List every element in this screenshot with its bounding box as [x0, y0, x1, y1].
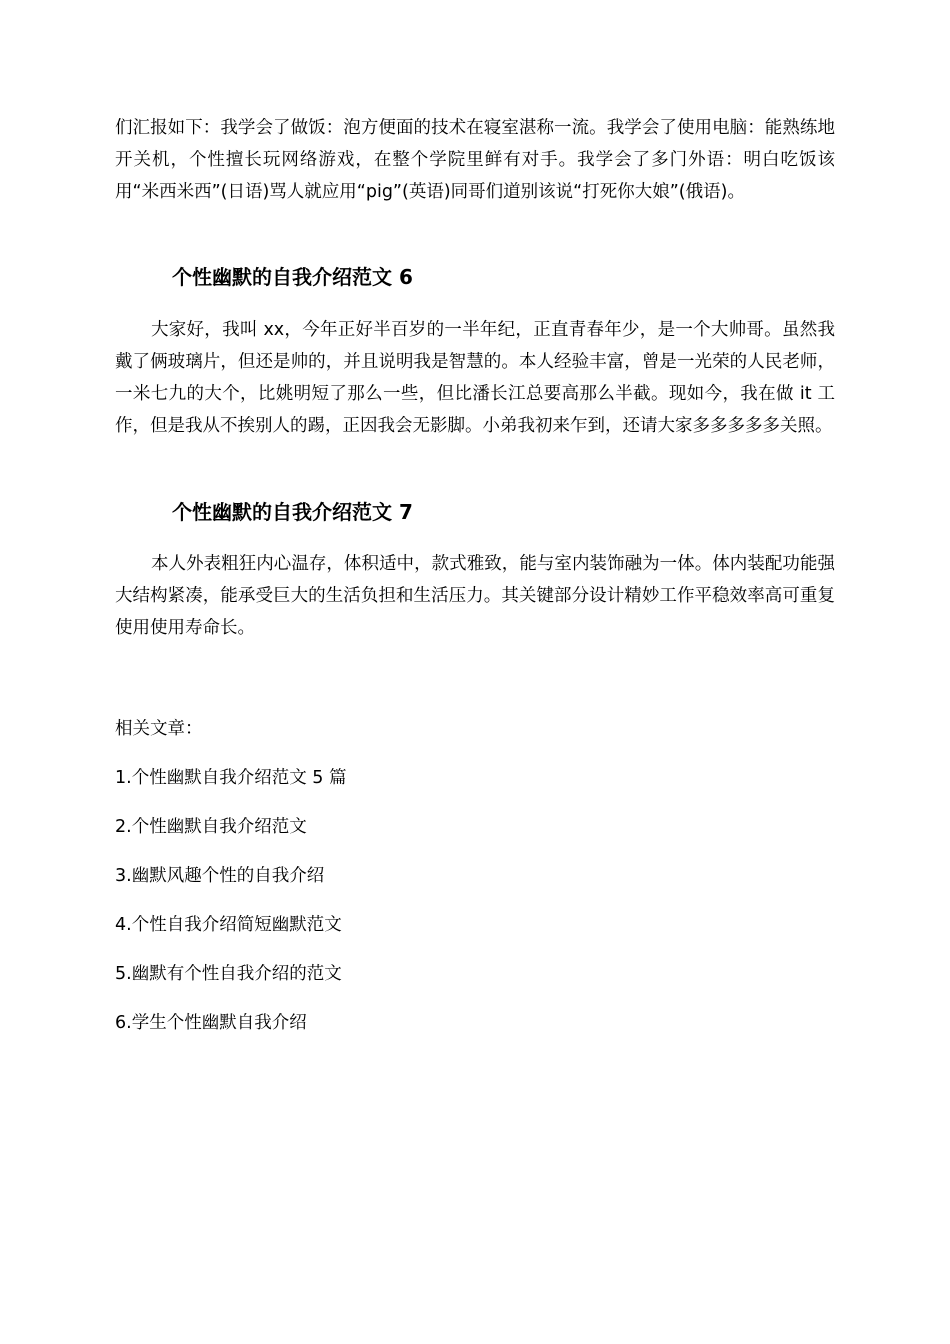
section-7-body: 本人外表粗狂内心温存，体积适中，款式雅致，能与室内装饰融为一体。体内装配功能强大结构紧凑，能承受巨大的生活负担和生活压力。其关键部分设计精妙工作平稳效率高可重复使用使用寿命长。: [115, 554, 835, 638]
section-6-heading: 个性幽默的自我介绍范文 6: [172, 265, 413, 289]
intro-paragraph: 们汇报如下：我学会了做饭：泡方便面的技术在寝室湛称一流。我学会了使用电脑：能熟练地开关机，个性擅长玩网络游戏，在整个学院里鲜有对手。我学会了多门外语：明白吃饭该用“米西米西”(日语)骂人就应用“pig”(英语)同哥们道别该说“打死你大娘”(俄语)。: [115, 118, 835, 202]
related-article-link[interactable]: 2.个性幽默自我介绍范文: [115, 817, 307, 837]
related-article-link[interactable]: 5.幽默有个性自我介绍的范文: [115, 964, 342, 984]
related-article-link[interactable]: 3.幽默风趣个性的自我介绍: [115, 866, 325, 886]
related-article-link[interactable]: 1.个性幽默自我介绍范文 5 篇: [115, 768, 347, 788]
related-article-link[interactable]: 4.个性自我介绍简短幽默范文: [115, 915, 342, 935]
related-articles-label: 相关文章：: [115, 719, 203, 739]
section-7-heading: 个性幽默的自我介绍范文 7: [172, 500, 413, 524]
section-6-body: 大家好，我叫 xx，今年正好半百岁的一半年纪，正直青春年少，是一个大帅哥。虽然我戴了俩玻璃片，但还是帅的，并且说明我是智慧的。本人经验丰富，曾是一光荣的人民老师，一米七九的大个，比姚明短了那么一些，但比潘长江总要高那么半截。现如今，我在做 it 工作，但是我从不挨别人的踢，正因我会无影脚。小弟我初来乍到，还请大家多多多多多关照。: [115, 320, 835, 436]
related-article-link[interactable]: 6.学生个性幽默自我介绍: [115, 1013, 307, 1033]
